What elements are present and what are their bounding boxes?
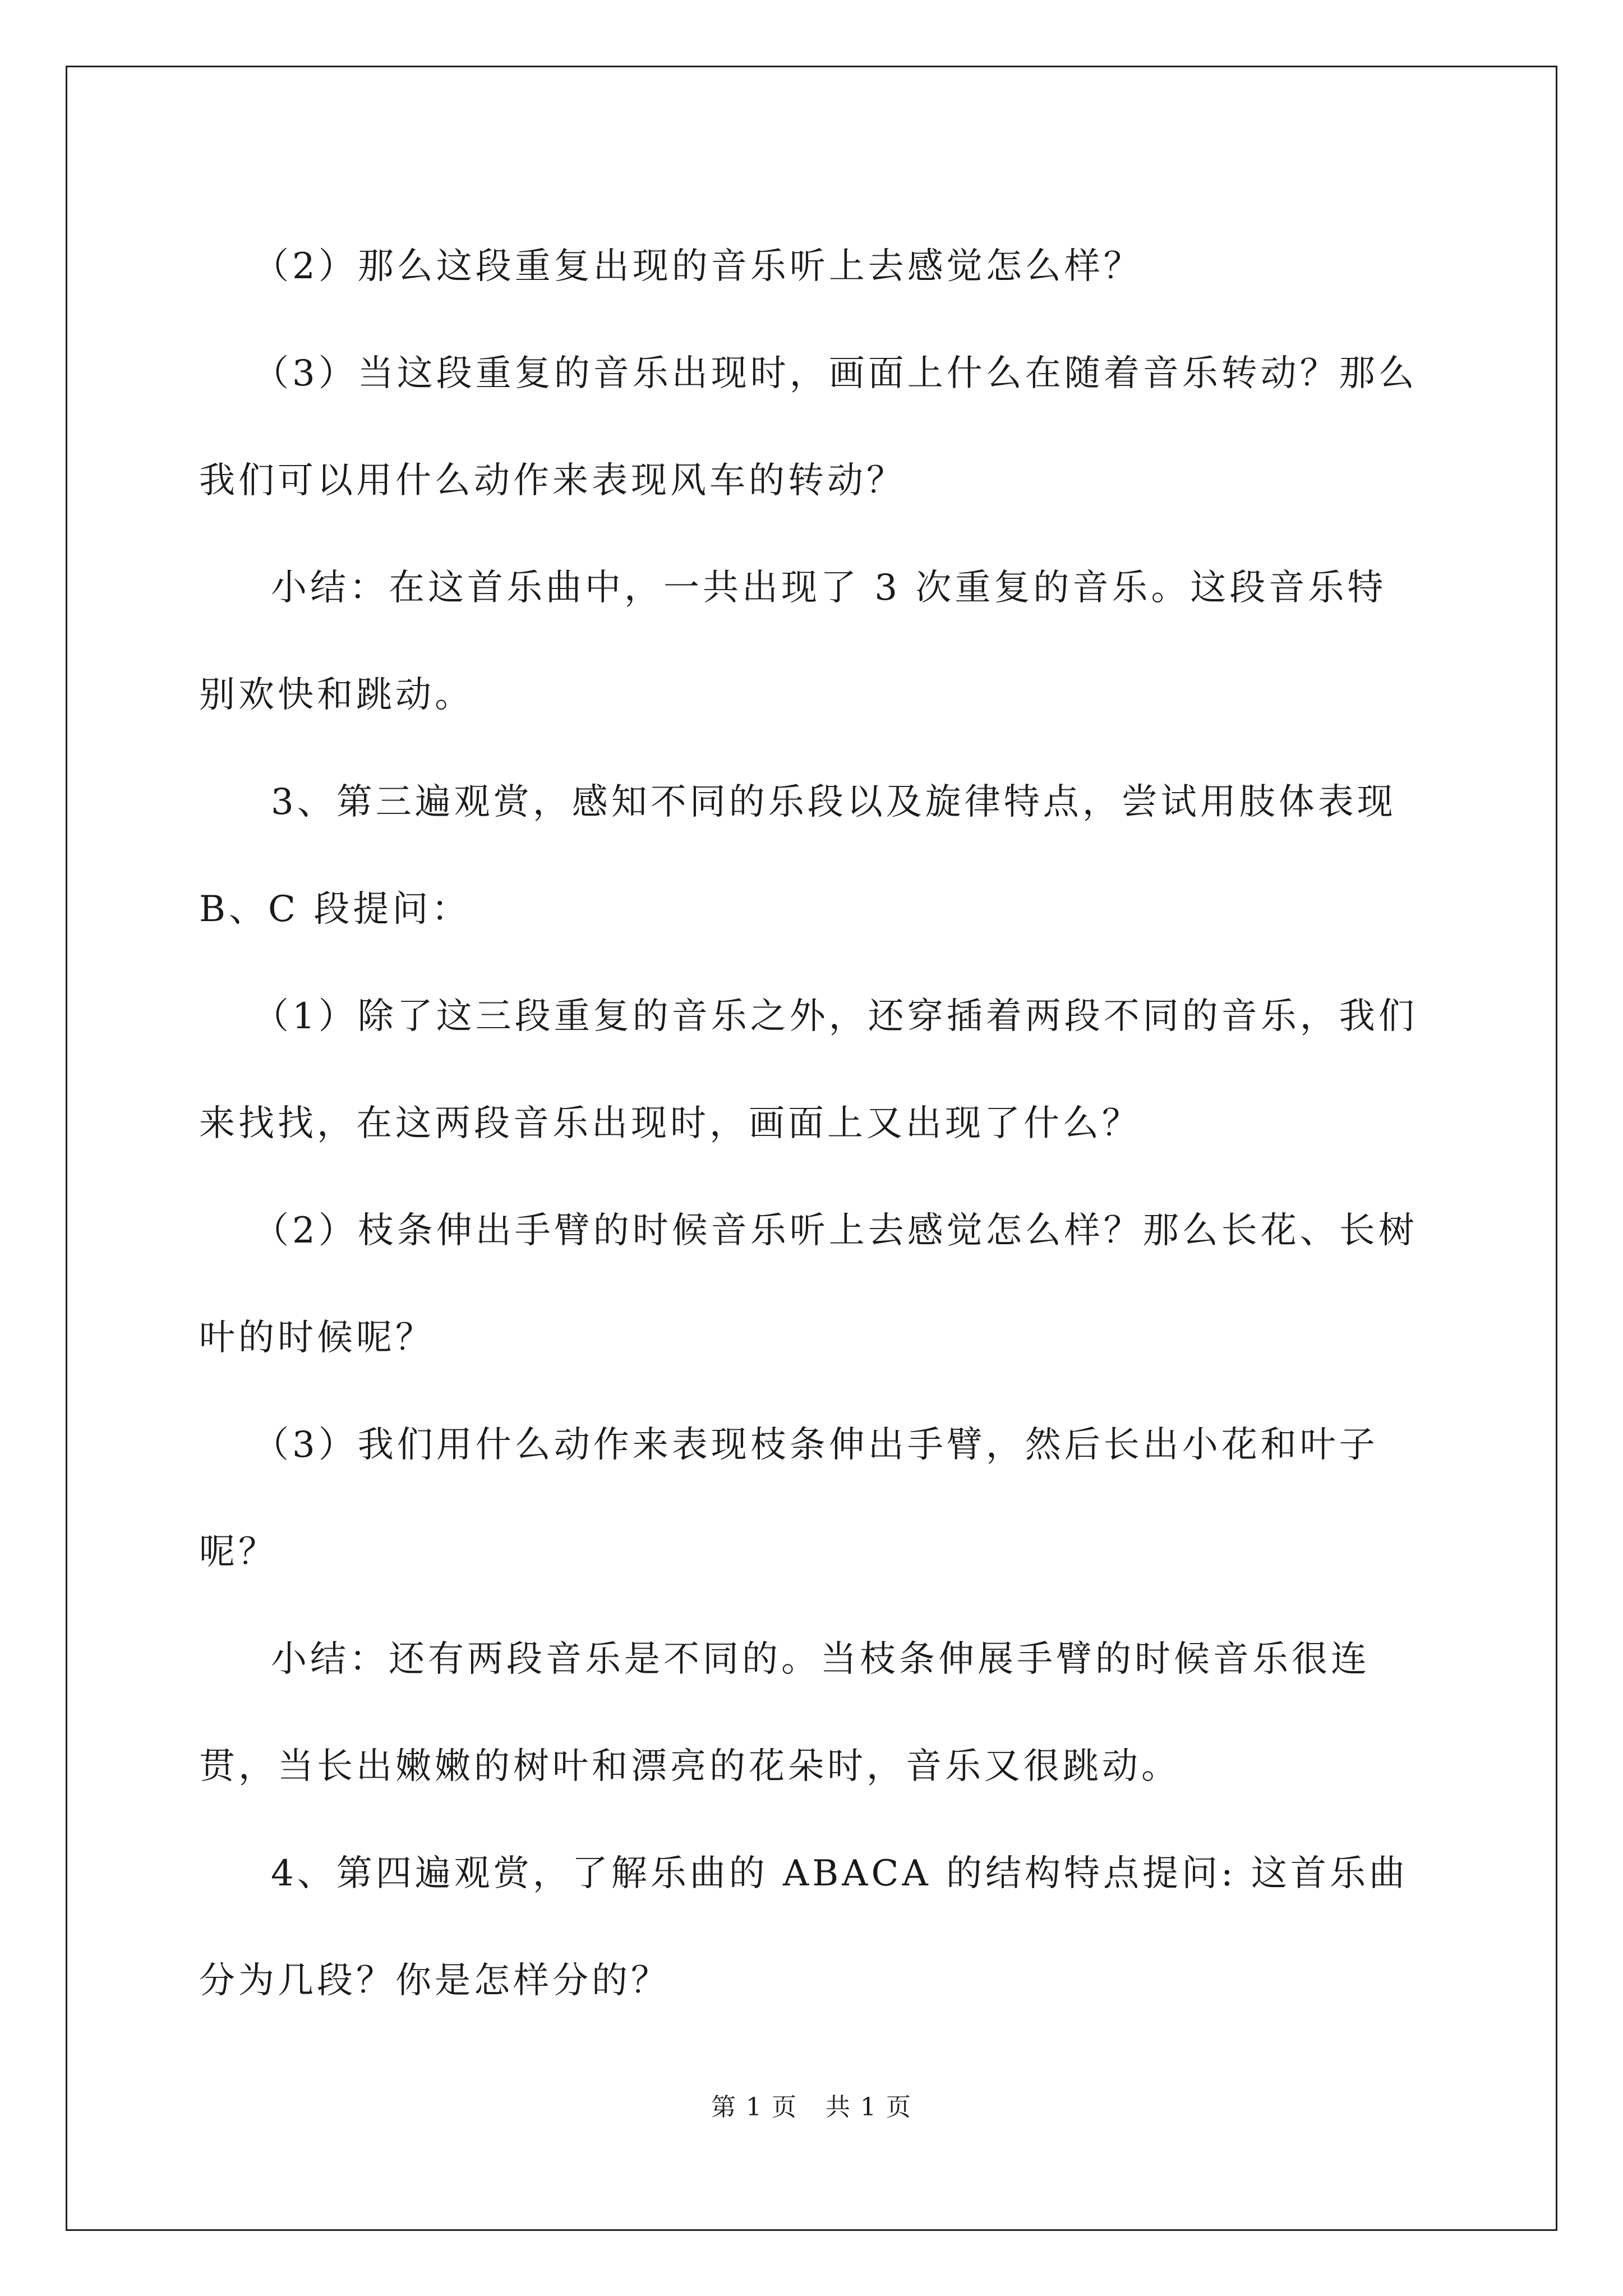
paragraph-9: 4、第四遍观赏，了解乐曲的 ABACA 的结构特点提问: 这首乐曲分为几段？你是怎样分的？	[199, 1853, 1408, 2001]
paragraph-1: （2）那么这段重复出现的音乐听上去感觉怎么样？	[253, 246, 1143, 287]
paragraph-3: 小结：在这首乐曲中，一共出现了 3 次重复的音乐。这段音乐特别欢快和跳动。	[199, 567, 1387, 716]
paragraph-6: （2）枝条伸出手臂的时候音乐听上去感觉怎么样？那么长花、长树叶的时候呢？	[199, 1210, 1418, 1359]
page-footer	[0, 2087, 1623, 2123]
paragraph-2: （3）当这段重复的音乐出现时，画面上什么在随着音乐转动？那么我们可以用什么动作来表现风车的转动？	[199, 353, 1418, 501]
paragraph-4: 3、第三遍观赏，感知不同的乐段以及旋律特点，尝试用肢体表现 B、C 段提问：	[199, 781, 1396, 930]
document-body	[199, 213, 1424, 2035]
paragraph-8: 小结：还有两段音乐是不同的。当枝条伸展手臂的时候音乐很连贯，当长出嫩嫩的树叶和漂亮的花朵时，音乐又很跳动。	[199, 1639, 1370, 1787]
page-number-current: 第 1 页	[711, 2093, 797, 2122]
paragraph-7: （3）我们用什么动作来表现枝条伸出手臂，然后长出小花和叶子呢？	[199, 1424, 1378, 1573]
paragraph-5: （1）除了这三段重复的音乐之外，还穿插着两段不同的音乐，我们来找找，在这两段音乐出现时，画面上又出现了什么？	[199, 996, 1418, 1144]
page-number-total: 共 1 页	[826, 2093, 912, 2122]
